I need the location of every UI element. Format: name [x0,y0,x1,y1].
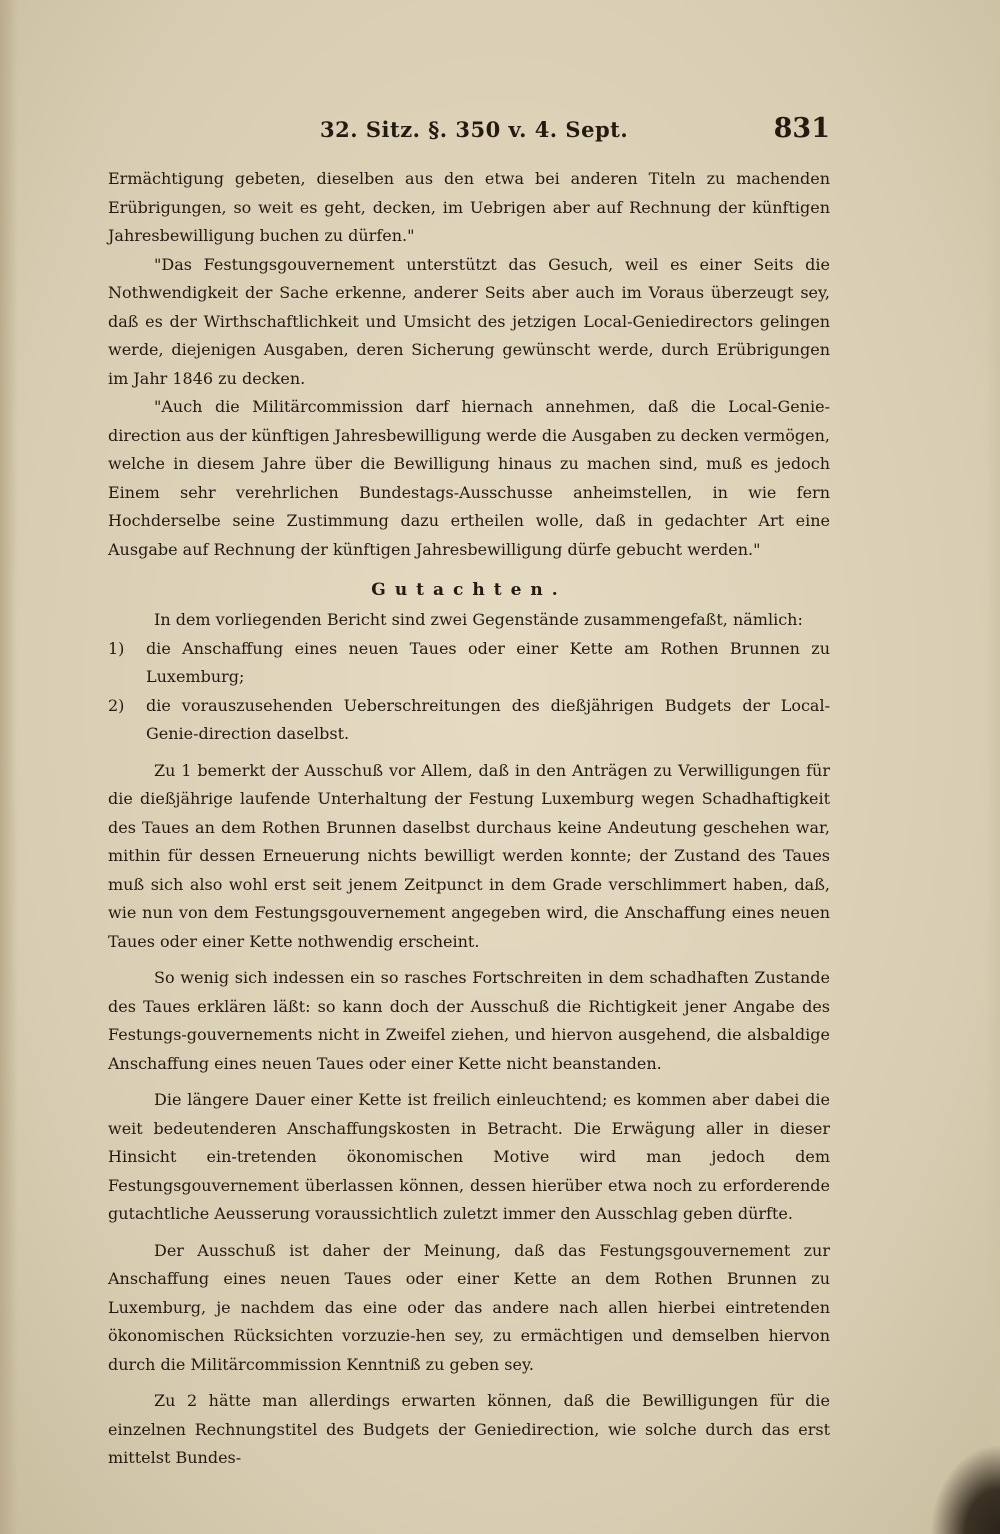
list-item-text: die Anschaffung eines neuen Taues oder einer Kette am Rothen Brunnen zu Luxemburg; [146,638,830,686]
paragraph: Die längere Dauer einer Kette ist freilich einleuchtend; es kommen aber dabei die weit bedeutenderen Anschaffungskosten in Betracht. Die Erwägung aller in dieser Hinsicht ein-tretenden ökonomischen Motive wird man jedoch dem Festungsgouvernement überlassen können, dessen hierüber etwa noch zu erforderende gutachtliche Aeusserung voraussichtlich zuletzt immer den Ausschlag geben dürfte. [108,1090,830,1223]
scan-shadow-left [0,0,18,1534]
page-number: 831 [773,113,830,144]
list-item [108,692,830,749]
list-number: 2) [108,695,125,715]
running-head: 32. Sitz. §. 350 v. 4. Sept. [320,117,629,142]
paragraph: So wenig sich indessen ein so rasches Fortschreiten in dem schadhaften Zustande des Taues erklären läßt: so kann doch der Ausschuß die Richtigkeit jener Angabe des Festungs-gouvernements nicht in Zweifel ziehen, und hiervon ausgehend, die alsbaldige Anschaffung eines neuen Taues oder einer Kette nicht beanstanden. [108,968,830,1073]
list-item [108,635,830,692]
paragraph: "Auch die Militärcommission darf hiernach annehmen, daß die Local-Genie-direction aus der künftigen Jahresbewilligung werde die Ausgaben zu decken vermögen, welche in diesem Jahre über die Bewilligung hinaus zu machen sind, muß es jedoch Einem sehr verehrlichen Bundestags-Ausschusse anheimstellen, in wie fern Hochderselbe seine Zustimmung dazu ertheilen wolle, daß in gedachter Art eine Ausgabe auf Rechnung der künftigen Jahresbewilligung dürfe gebucht werden." [108,397,830,559]
paragraph: In dem vorliegenden Bericht sind zwei Gegenstände zusammengefaßt, nämlich: [154,610,803,629]
paragraph: Zu 1 bemerkt der Ausschuß vor Allem, daß in den Anträgen zu Verwilligungen für die dießjährige laufende Unterhaltung der Festung Luxemburg wegen Schadhaftigkeit des Taues an dem Rothen Brunnen daselbst durchaus keine Andeutung geschehen war, mithin für dessen Erneuerung nichts bewilligt werden konnte; der Zustand des Taues muß sich also wohl erst seit jenem Zeitpunct in dem Grade verschlimmert haben, daß, wie nun von dem Festungsgouvernement angegeben wird, die Anschaffung eines neuen Taues oder einer Kette nothwendig erscheint. [108,760,830,951]
list-number: 1) [108,638,125,658]
section-heading: Gutachten. [371,580,567,600]
list-item-text: die vorauszusehenden Ueberschreitungen des dießjährigen Budgets der Local-Genie-direction daselbst. [146,695,830,743]
paragraph: Ermächtigung gebeten, dieselben aus den etwa bei anderen Titeln zu machenden Erübrigungen, so weit es geht, decken, im Uebrigen aber auf Rechnung der künftigen Jahresbewilligung buchen zu dürfen." [108,169,830,245]
page-corner-fold [930,1444,1000,1534]
paragraph: Der Ausschuß ist daher der Meinung, daß das Festungsgouvernement zur Anschaffung eines neuen Taues oder einer Kette an dem Rothen Brunnen zu Luxemburg, je nachdem das eine oder das andere nach allen hierbei eintretenden ökonomischen Rücksichten vorzuzie-hen sey, zu ermächtigen und demselben hiervon durch die Militärcommission Kenntniß zu geben sey. [108,1240,830,1374]
page-body [108,165,830,1473]
scan-shadow-right [986,0,1000,1534]
paragraph: "Das Festungsgouvernement unterstützt das Gesuch, weil es einer Seits die Nothwendigkeit der Sache erkenne, anderer Seits aber auch im Voraus überzeugt sey, daß es der Wirthschaftlichkeit und Umsicht des jetzigen Local-Geniedirectors gelingen werde, diejenigen Ausgaben, deren Sicherung gewünscht werde, durch Erübrigungen im Jahr 1846 zu decken. [108,254,830,388]
paragraph: Zu 2 hätte man allerdings erwarten können, daß die Bewilligungen für die einzelnen Rechnungstitel des Budgets der Geniedirection, wie solche durch das erst mittelst Bundes- [108,1391,830,1467]
page-header [108,113,830,153]
